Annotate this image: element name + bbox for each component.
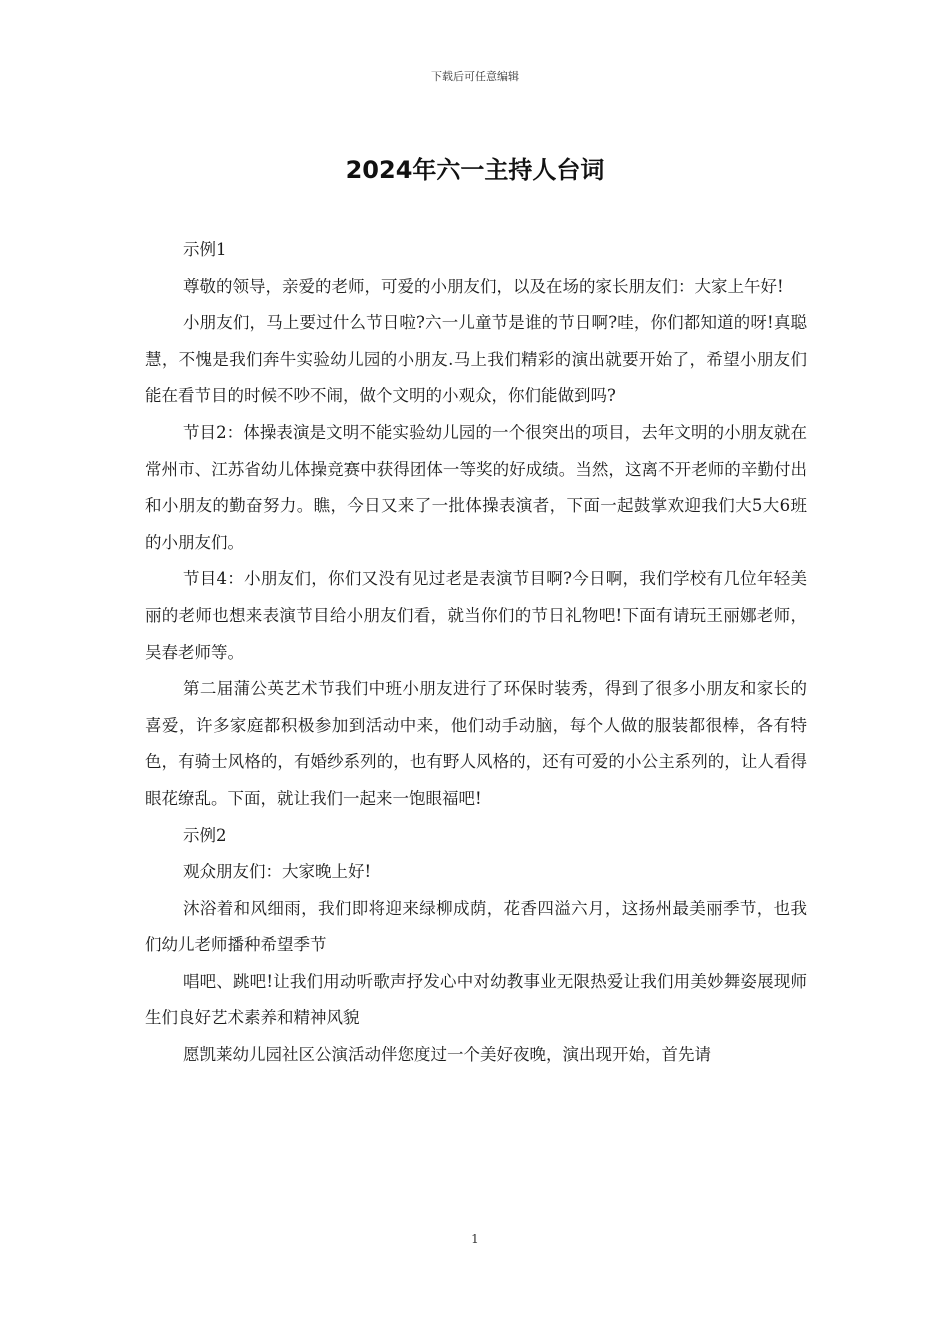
paragraph-greeting: 尊敬的领导，亲爱的老师，可爱的小朋友们，以及在场的家长朋友们：大家上午好!	[182, 276, 784, 296]
paragraph-example-2-heading: 示例2	[182, 825, 227, 845]
document-title: 2024年六一主持人台词	[345, 156, 605, 184]
paragraph-evening-greeting: 观众朋友们：大家晚上好!	[182, 862, 372, 882]
paragraph-intro: 小朋友们，马上要过什么节日啦?六一儿童节是谁的节日啊?哇，你们都知道的呀!真聪慧，不愧是我们奔牛实验幼儿园的小朋友.马上我们精彩的演出就要开始了，希望小朋友们能在看节目的时候不吵不闹，做个文明的小观众，你们能做到吗?	[145, 313, 807, 406]
page-number: 1	[471, 1232, 479, 1246]
paragraph-june-season: 沐浴着和风细雨，我们即将迎来绿柳成荫，花香四溢六月，这扬州最美丽季节，也我们幼儿老师播种希望季节	[145, 898, 807, 955]
paragraph-sing-dance: 唱吧、跳吧!让我们用动听歌声抒发心中对幼教事业无限热爱让我们用美妙舞姿展现师生们良好艺术素养和精神风貌	[145, 971, 807, 1028]
paragraph-example-1-heading: 示例1	[182, 240, 227, 259]
document-body	[145, 232, 807, 1074]
paragraph-program-2: 节目2：体操表演是文明不能实验幼儿园的一个很突出的项目，去年文明的小朋友就在常州市、江苏省幼儿体操竞赛中获得团体一等奖的好成绩。当然，这离不开老师的辛勤付出和小朋友的勤奋努力。瞧，今日又来了一批体操表演者，下面一起鼓掌欢迎我们大5大6班的小朋友们。	[145, 422, 807, 552]
header-note: 下载后可任意编辑	[431, 70, 519, 83]
paragraph-opening: 愿凯莱幼儿园社区公演活动伴您度过一个美好夜晚，演出现开始，首先请	[182, 1045, 711, 1065]
paragraph-fashion-show: 第二届蒲公英艺术节我们中班小朋友进行了环保时装秀，得到了很多小朋友和家长的喜爱，许多家庭都积极参加到活动中来，他们动手动脑，每个人做的服装都很棒，各有特色，有骑士风格的，有婚纱系列的，也有野人风格的，还有可爱的小公主系列的，让人看得眼花缭乱。下面，就让我们一起来一饱眼福吧!	[145, 679, 807, 808]
paragraph-program-4: 节目4：小朋友们，你们又没有见过老是表演节目啊?今日啊，我们学校有几位年轻美丽的老师也想来表演节目给小朋友们看，就当你们的节日礼物吧!下面有请玩王丽娜老师，吴春老师等。	[145, 569, 807, 662]
